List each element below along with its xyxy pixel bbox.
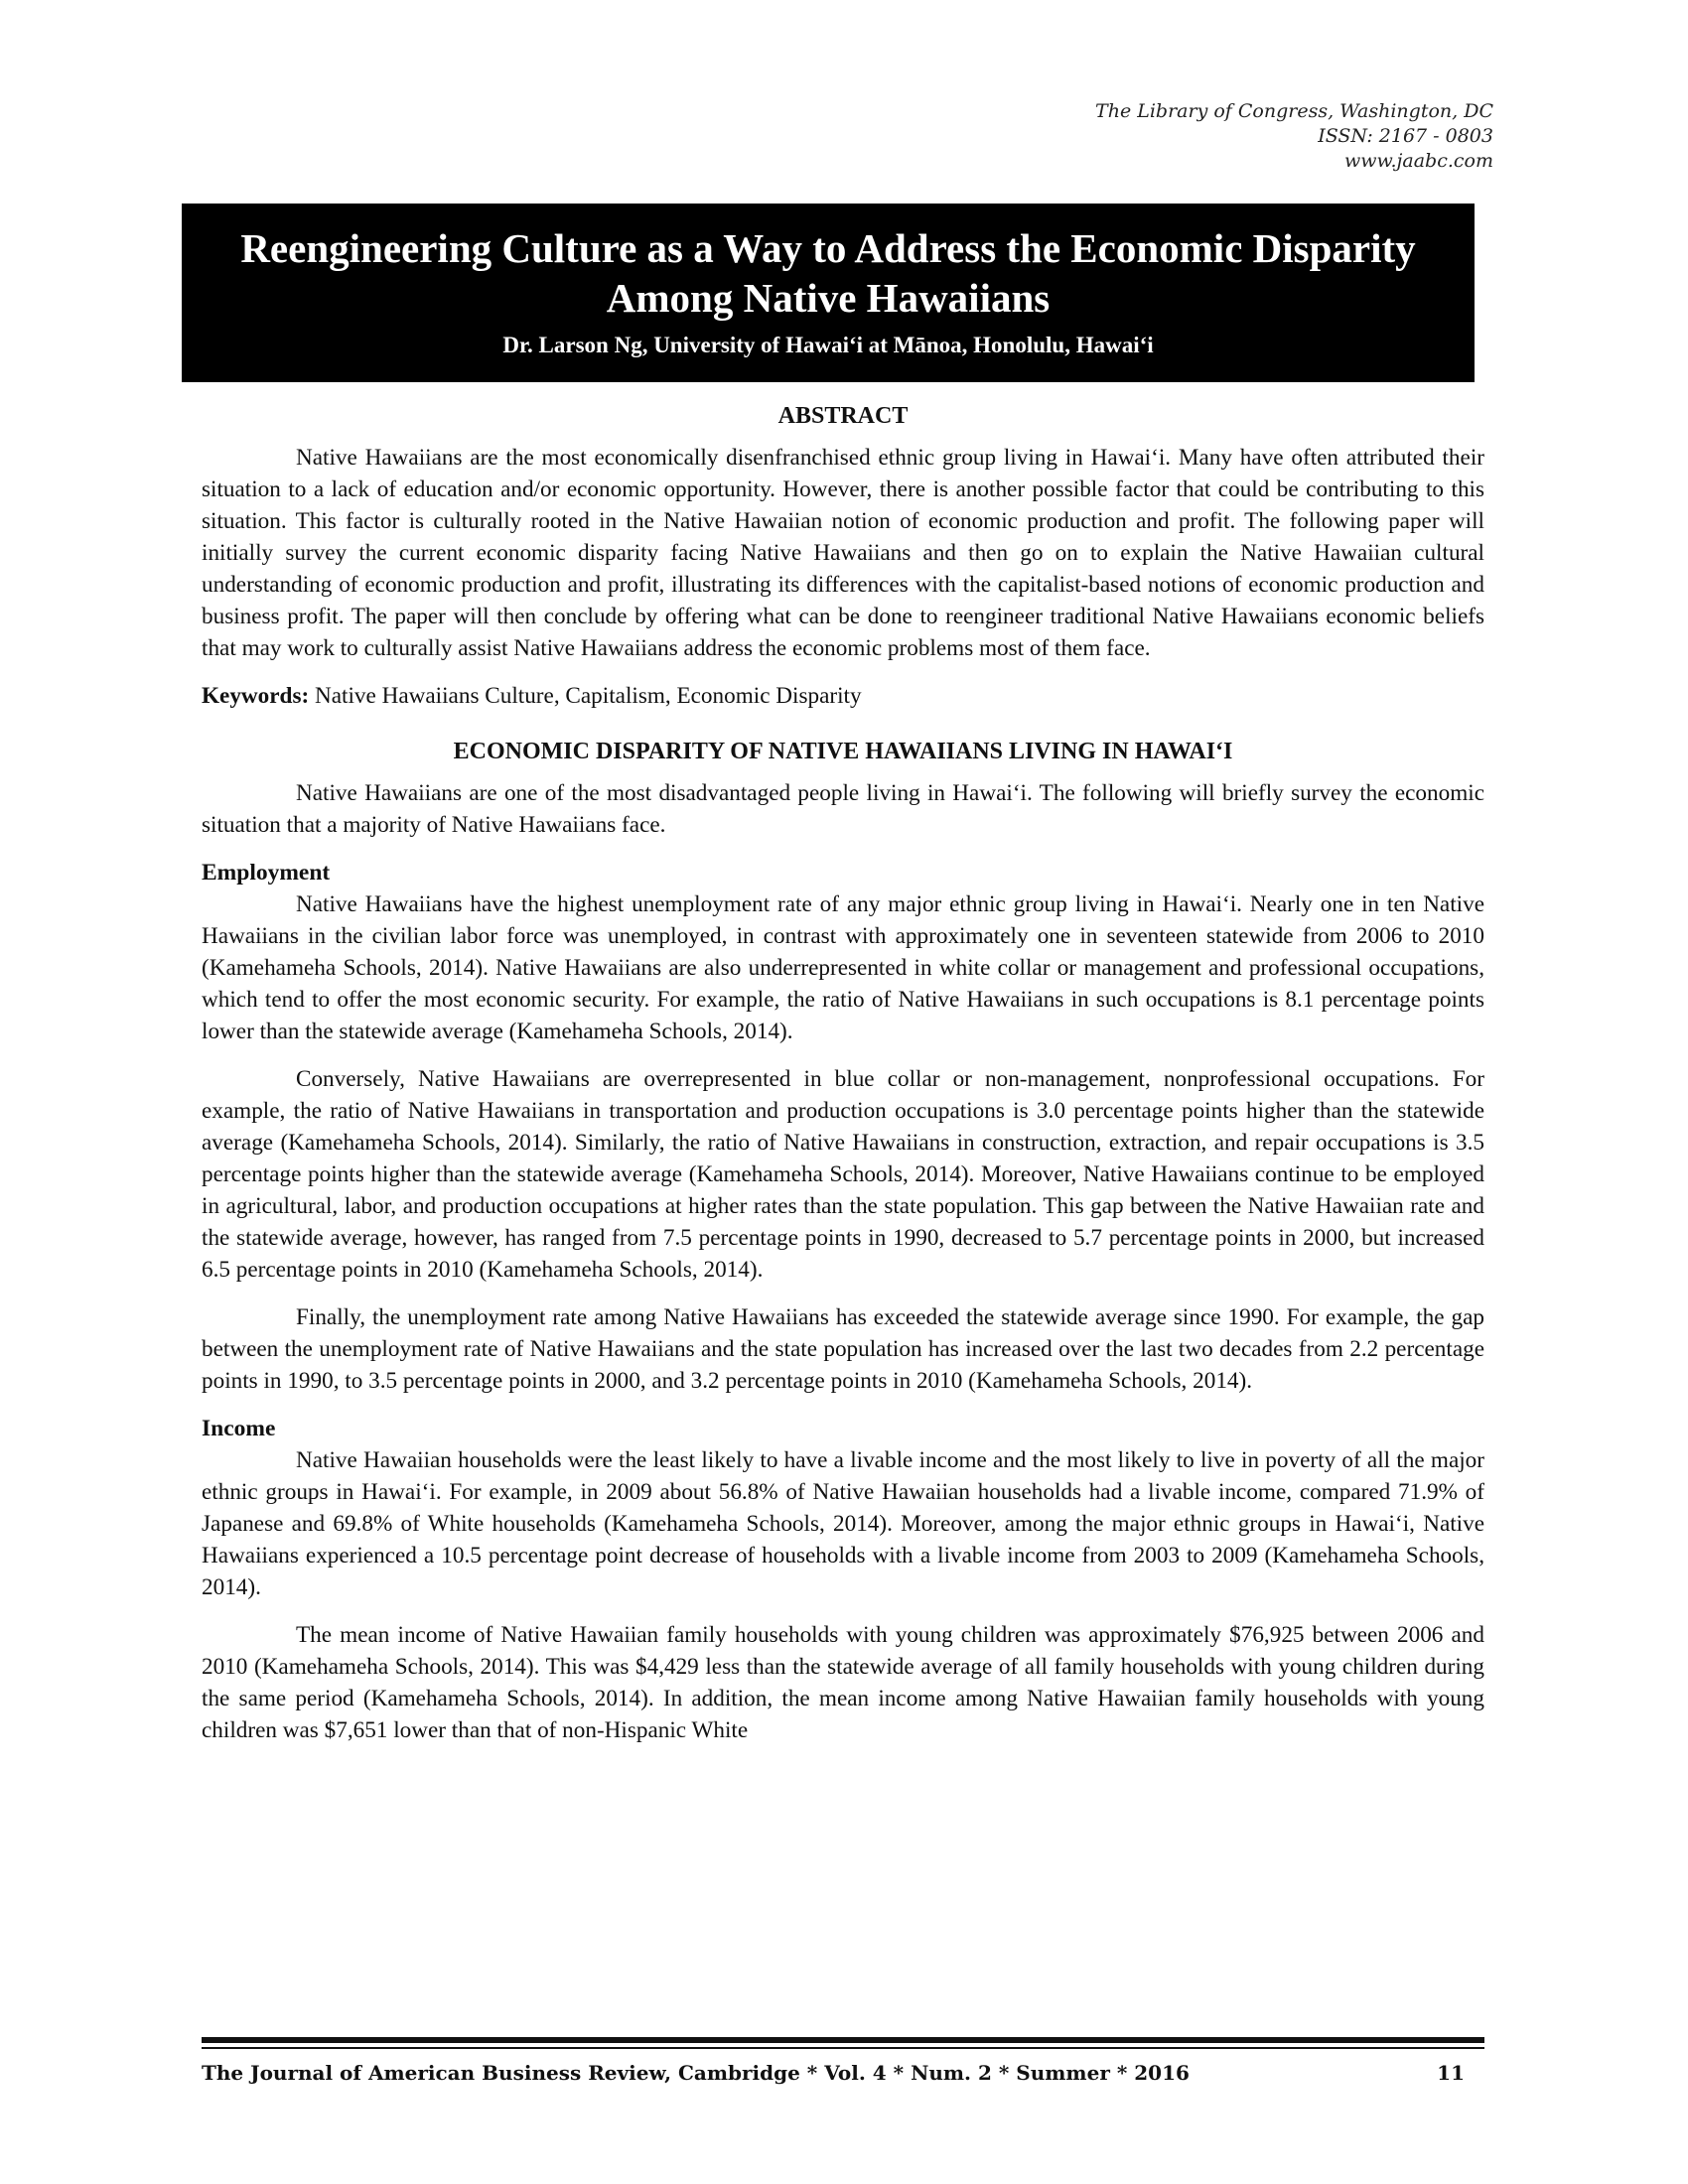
income-subheading: Income (202, 1416, 276, 1441)
section-intro: Native Hawaiians are one of the most disadvantaged people living in Hawai‘i. The following will briefly survey the economic situation that a majority of Native Hawaiians face. (202, 780, 1484, 838)
keywords-text: Native Hawaiians Culture, Capitalism, Economic Disparity (315, 683, 862, 709)
title-line-1: Reengineering Culture as a Way to Address the Economic Disparity (240, 225, 1416, 271)
title-banner (182, 204, 1475, 382)
article-body (202, 400, 1484, 1762)
footer-rule-thick (202, 2037, 1484, 2043)
abstract-heading: ABSTRACT (777, 403, 909, 429)
abstract-text: Native Hawaiians are the most economically disenfranchised ethnic group living in Hawai‘i. Many have often attributed their situation to a lack of education and/or economic opportunity. However, there is another possible factor that could be contributing to this situation. This factor is culturally rooted in the Native Hawaiian notion of economic production and profit. The following paper will initially survey the current economic disparity facing Native Hawaiians and then go on to explain the Native Hawaiian cultural understanding of economic production and profit, illustrating its differences with the capitalist-based notions of economic production and business profit. The paper will then conclude by offering what can be done to reengineer traditional Native Hawaiians economic beliefs that may work to culturally assist Native Hawaiians address the economic problems most of them face. (202, 445, 1484, 661)
section-heading-economic-disparity: ECONOMIC DISPARITY OF NATIVE HAWAIIANS LIVING IN HAWAI‘I (453, 739, 1233, 764)
employment-paragraph-3: Finally, the unemployment rate among Native Hawaiians has exceeded the statewide average since 1990. For example, the gap between the unemployment rate of Native Hawaiians and the state population has increased over the last two decades from 2.2 percentage points in 1990, to 3.5 percentage points in 2000, and 3.2 percentage points in 2010 (Kamehameha Schools, 2014). (202, 1304, 1484, 1394)
keywords-label: Keywords: (202, 683, 310, 709)
footer-journal-info: The Journal of American Business Review, Cambridge * Vol. 4 * Num. 2 * Summer * 2016 (202, 2061, 1190, 2085)
income-paragraph-2: The mean income of Native Hawaiian family households with young children was approximately $76,925 between 2006 and 2010 (Kamehameha Schools, 2014). This was $4,429 less than the statewide average of all family households with young children during the same period (Kamehameha Schools, 2014). In addition, the mean income among Native Hawaiian family households with young children was $7,651 lower than that of non-Hispanic White (202, 1622, 1484, 1743)
paper-title (182, 223, 1475, 323)
title-line-2: Among Native Hawaiians (606, 275, 1051, 321)
employment-paragraph-1: Native Hawaiians have the highest unemployment rate of any major ethnic group living in Hawai‘i. Nearly one in ten Native Hawaiians in the civilian labor force was unemployed, in contrast with approximately one in seventeen statewide from 2006 to 2010 (Kamehameha Schools, 2014). Native Hawaiians are also underrepresented in white collar or management and professional occupations, which tend to offer the most economic security. For example, the ratio of Native Hawaiians in such occupations is 8.1 percentage points lower than the statewide average (Kamehameha Schools, 2014). (202, 891, 1484, 1044)
employment-subheading: Employment (202, 860, 331, 886)
author-line: Dr. Larson Ng, University of Hawai‘i at Mānoa, Honolulu, Hawai‘i (502, 333, 1154, 357)
website-line[interactable]: www.jaabc.com (1343, 150, 1493, 172)
publication-info (1095, 99, 1493, 174)
page-number: 11 (1437, 2061, 1465, 2085)
income-paragraph-1: Native Hawaiian households were the least likely to have a livable income and the most likely to live in poverty of all the major ethnic groups in Hawai‘i. For example, in 2009 about 56.8% of Native Hawaiian households had a livable income, compared 71.9% of Japanese and 69.8% of White households (Kamehameha Schools, 2014). Moreover, among the major ethnic groups in Hawai‘i, Native Hawaiians experienced a 10.5 percentage point decrease of households with a livable income from 2003 to 2009 (Kamehameha Schools, 2014). (202, 1447, 1484, 1600)
employment-paragraph-2: Conversely, Native Hawaiians are overrepresented in blue collar or non-management, nonprofessional occupations. For example, the ratio of Native Hawaiians in transportation and production occupations is 3.0 percentage points higher than the statewide average (Kamehameha Schools, 2014). Similarly, the ratio of Native Hawaiians in construction, extraction, and repair occupations is 3.5 percentage points higher than the statewide average (Kamehameha Schools, 2014). Moreover, Native Hawaiians continue to be employed in agricultural, labor, and production occupations at higher rates than the state population. This gap between the Native Hawaiian rate and the statewide average, however, has ranged from 7.5 percentage points in 1990, decreased to 5.7 percentage points in 2000, but increased 6.5 percentage points in 2010 (Kamehameha Schools, 2014). (202, 1066, 1484, 1283)
library-line: The Library of Congress, Washington, DC (1095, 100, 1493, 122)
footer-rule-thin (202, 2047, 1484, 2049)
keywords (202, 680, 1484, 712)
issn-line: ISSN: 2167 - 0803 (1318, 125, 1493, 147)
